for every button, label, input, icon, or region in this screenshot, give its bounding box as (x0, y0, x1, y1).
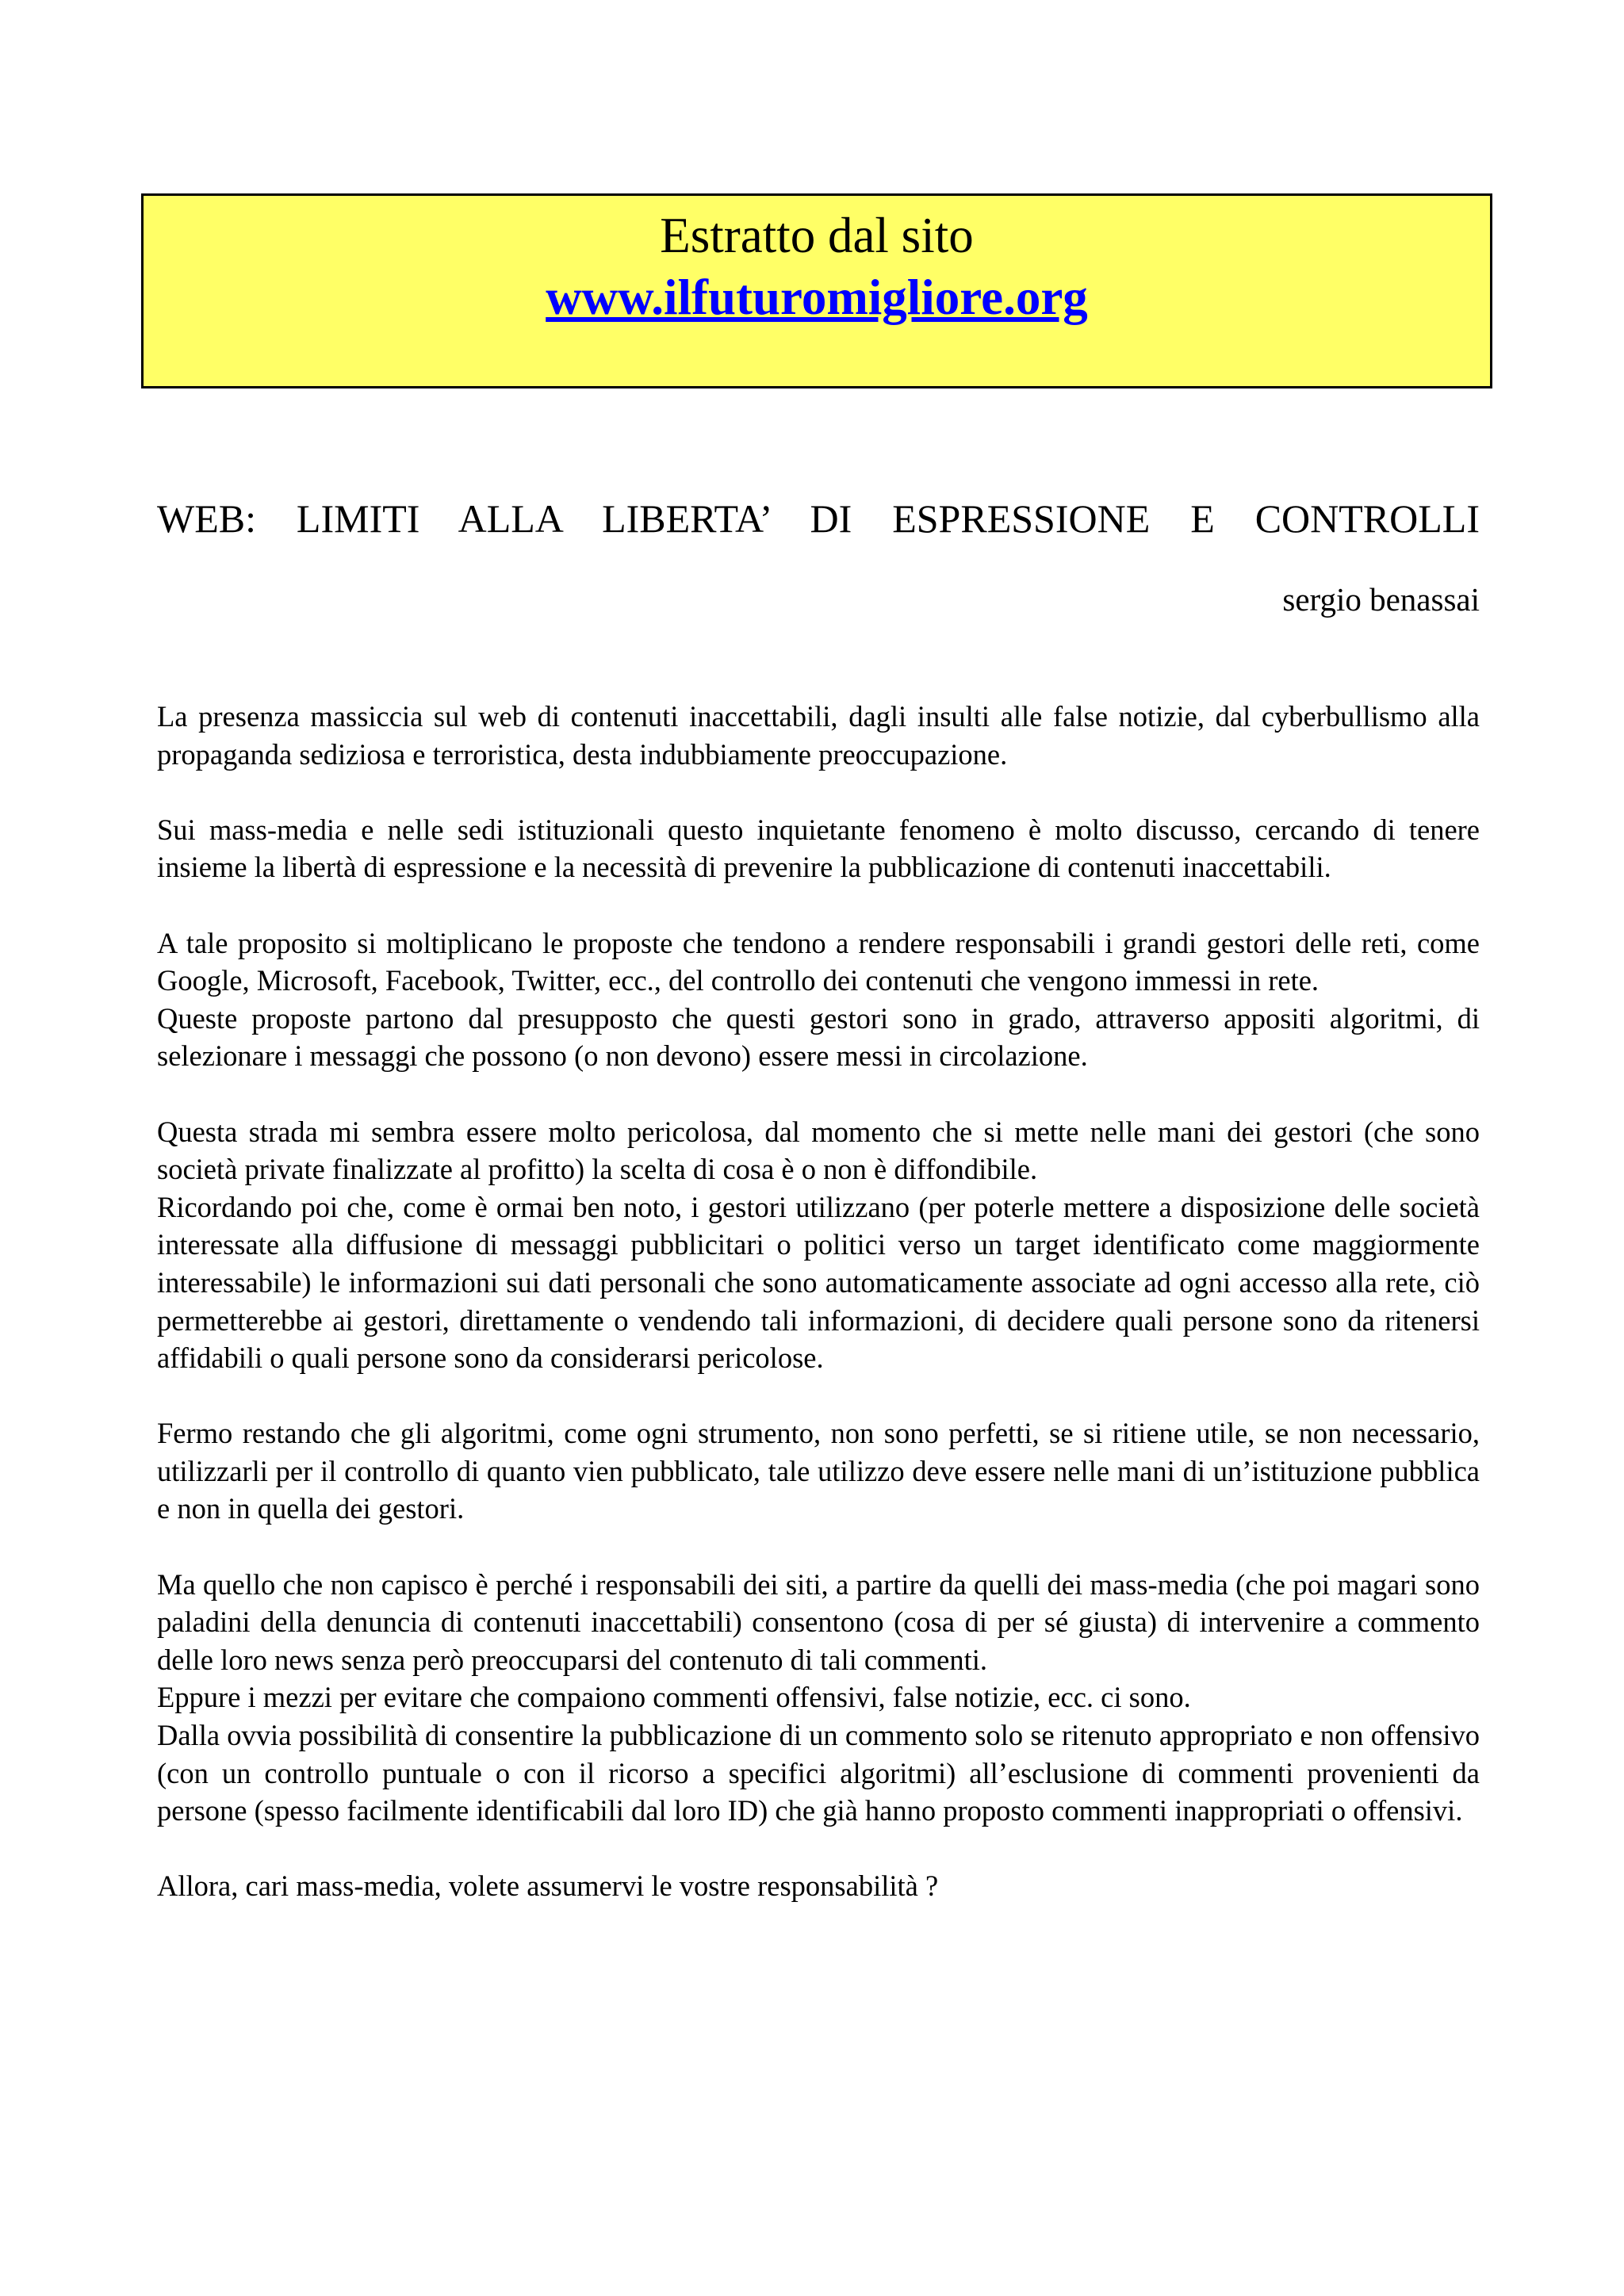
paragraph: Queste proposte partono dal presupposto che questi gestori sono in grado, attraverso appositi algoritmi, di selezionare i messaggi che possono (o non devono) essere messi in circolazione. (157, 1001, 1480, 1073)
site-link[interactable]: www.ilfuturomigliore.org (546, 270, 1088, 325)
paragraph: Questa strada mi sembra essere molto pericolosa, dal momento che si mette nelle mani dei gestori (che sono società private finalizzate al profitto) la scelta di cosa è o non è diffondibile. (157, 1115, 1480, 1186)
paragraph-intro: La presenza massiccia sul web di contenuti inaccettabili, dagli insulti alle false notizie, dal cyberbullismo alla propaganda sediziosa e terroristica, desta indubbiamente preoccupazione. (157, 700, 1480, 771)
paragraph: Sui mass-media e nelle sedi istituzionali questo inquietante fenomeno è molto discusso, cercando di tenere insieme la libertà di espressione e la necessità di prevenire la pubblicazione di contenuti inaccettabili. (157, 813, 1480, 884)
article-author: sergio benassai (1282, 581, 1480, 618)
paragraph-closing-question: Allora, cari mass-media, volete assumervi le vostre responsabilità ? (157, 1869, 939, 1903)
banner-title: Estratto dal sito (660, 208, 974, 263)
paragraph: Eppure i mezzi per evitare che compaiono commenti offensivi, false notizie, ecc. ci sono. (157, 1681, 1191, 1714)
article-title: WEB: LIMITI ALLA LIBERTA’ DI ESPRESSIONE E CONTROLLI (157, 496, 1480, 541)
site-banner (141, 193, 1492, 388)
paragraph: Ma quello che non capisco è perché i responsabili dei siti, a partire da quelli dei mass-media (che poi magari sono paladini della denuncia di contenuti inaccettabili) consentono (cosa di per sé giusta) di intervenire a commento delle loro news senza però preoccuparsi del contenuto di tali commenti. (157, 1567, 1480, 1676)
paragraph: Fermo restando che gli algoritmi, come ogni strumento, non sono perfetti, se si ritiene utile, se non necessario, utilizzarli per il controllo di quanto vien pubblicato, tale utilizzo deve essere nelle mani di un’istituzione pubblica e non in quella dei gestori. (157, 1417, 1480, 1525)
paragraph: Dalla ovvia possibilità di consentire la pubblicazione di un commento solo se ritenuto appropriato e non offensivo (con un controllo puntuale o con il ricorso a specifici algoritmi) all’esclusione di commenti provenienti da persone (spesso facilmente identificabili dal loro ID) che già hanno proposto commenti inappropriati o offensivi. (157, 1719, 1480, 1827)
paragraph: A tale proposito si moltiplicano le proposte che tendono a rendere responsabili i grandi gestori delle reti, come Google, Microsoft, Facebook, Twitter, ecc., del controllo dei contenuti che vengono immessi in rete. (157, 926, 1480, 997)
article-body (157, 698, 1480, 1905)
paragraph: Ricordando poi che, come è ormai ben noto, i gestori utilizzano (per poterle mettere a disposizione delle società interessate alla diffusione di messaggi pubblicitari o politici verso un target identificato come maggiormente interessabile) le informazioni sui dati personali che sono automaticamente associate ad ogni accesso alla rete, ciò permetterebbe ai gestori, direttamente o vendendo tali informazioni, di decidere quali persone sono da ritenersi affidabili o quali persone sono da considerarsi pericolose. (157, 1190, 1480, 1375)
